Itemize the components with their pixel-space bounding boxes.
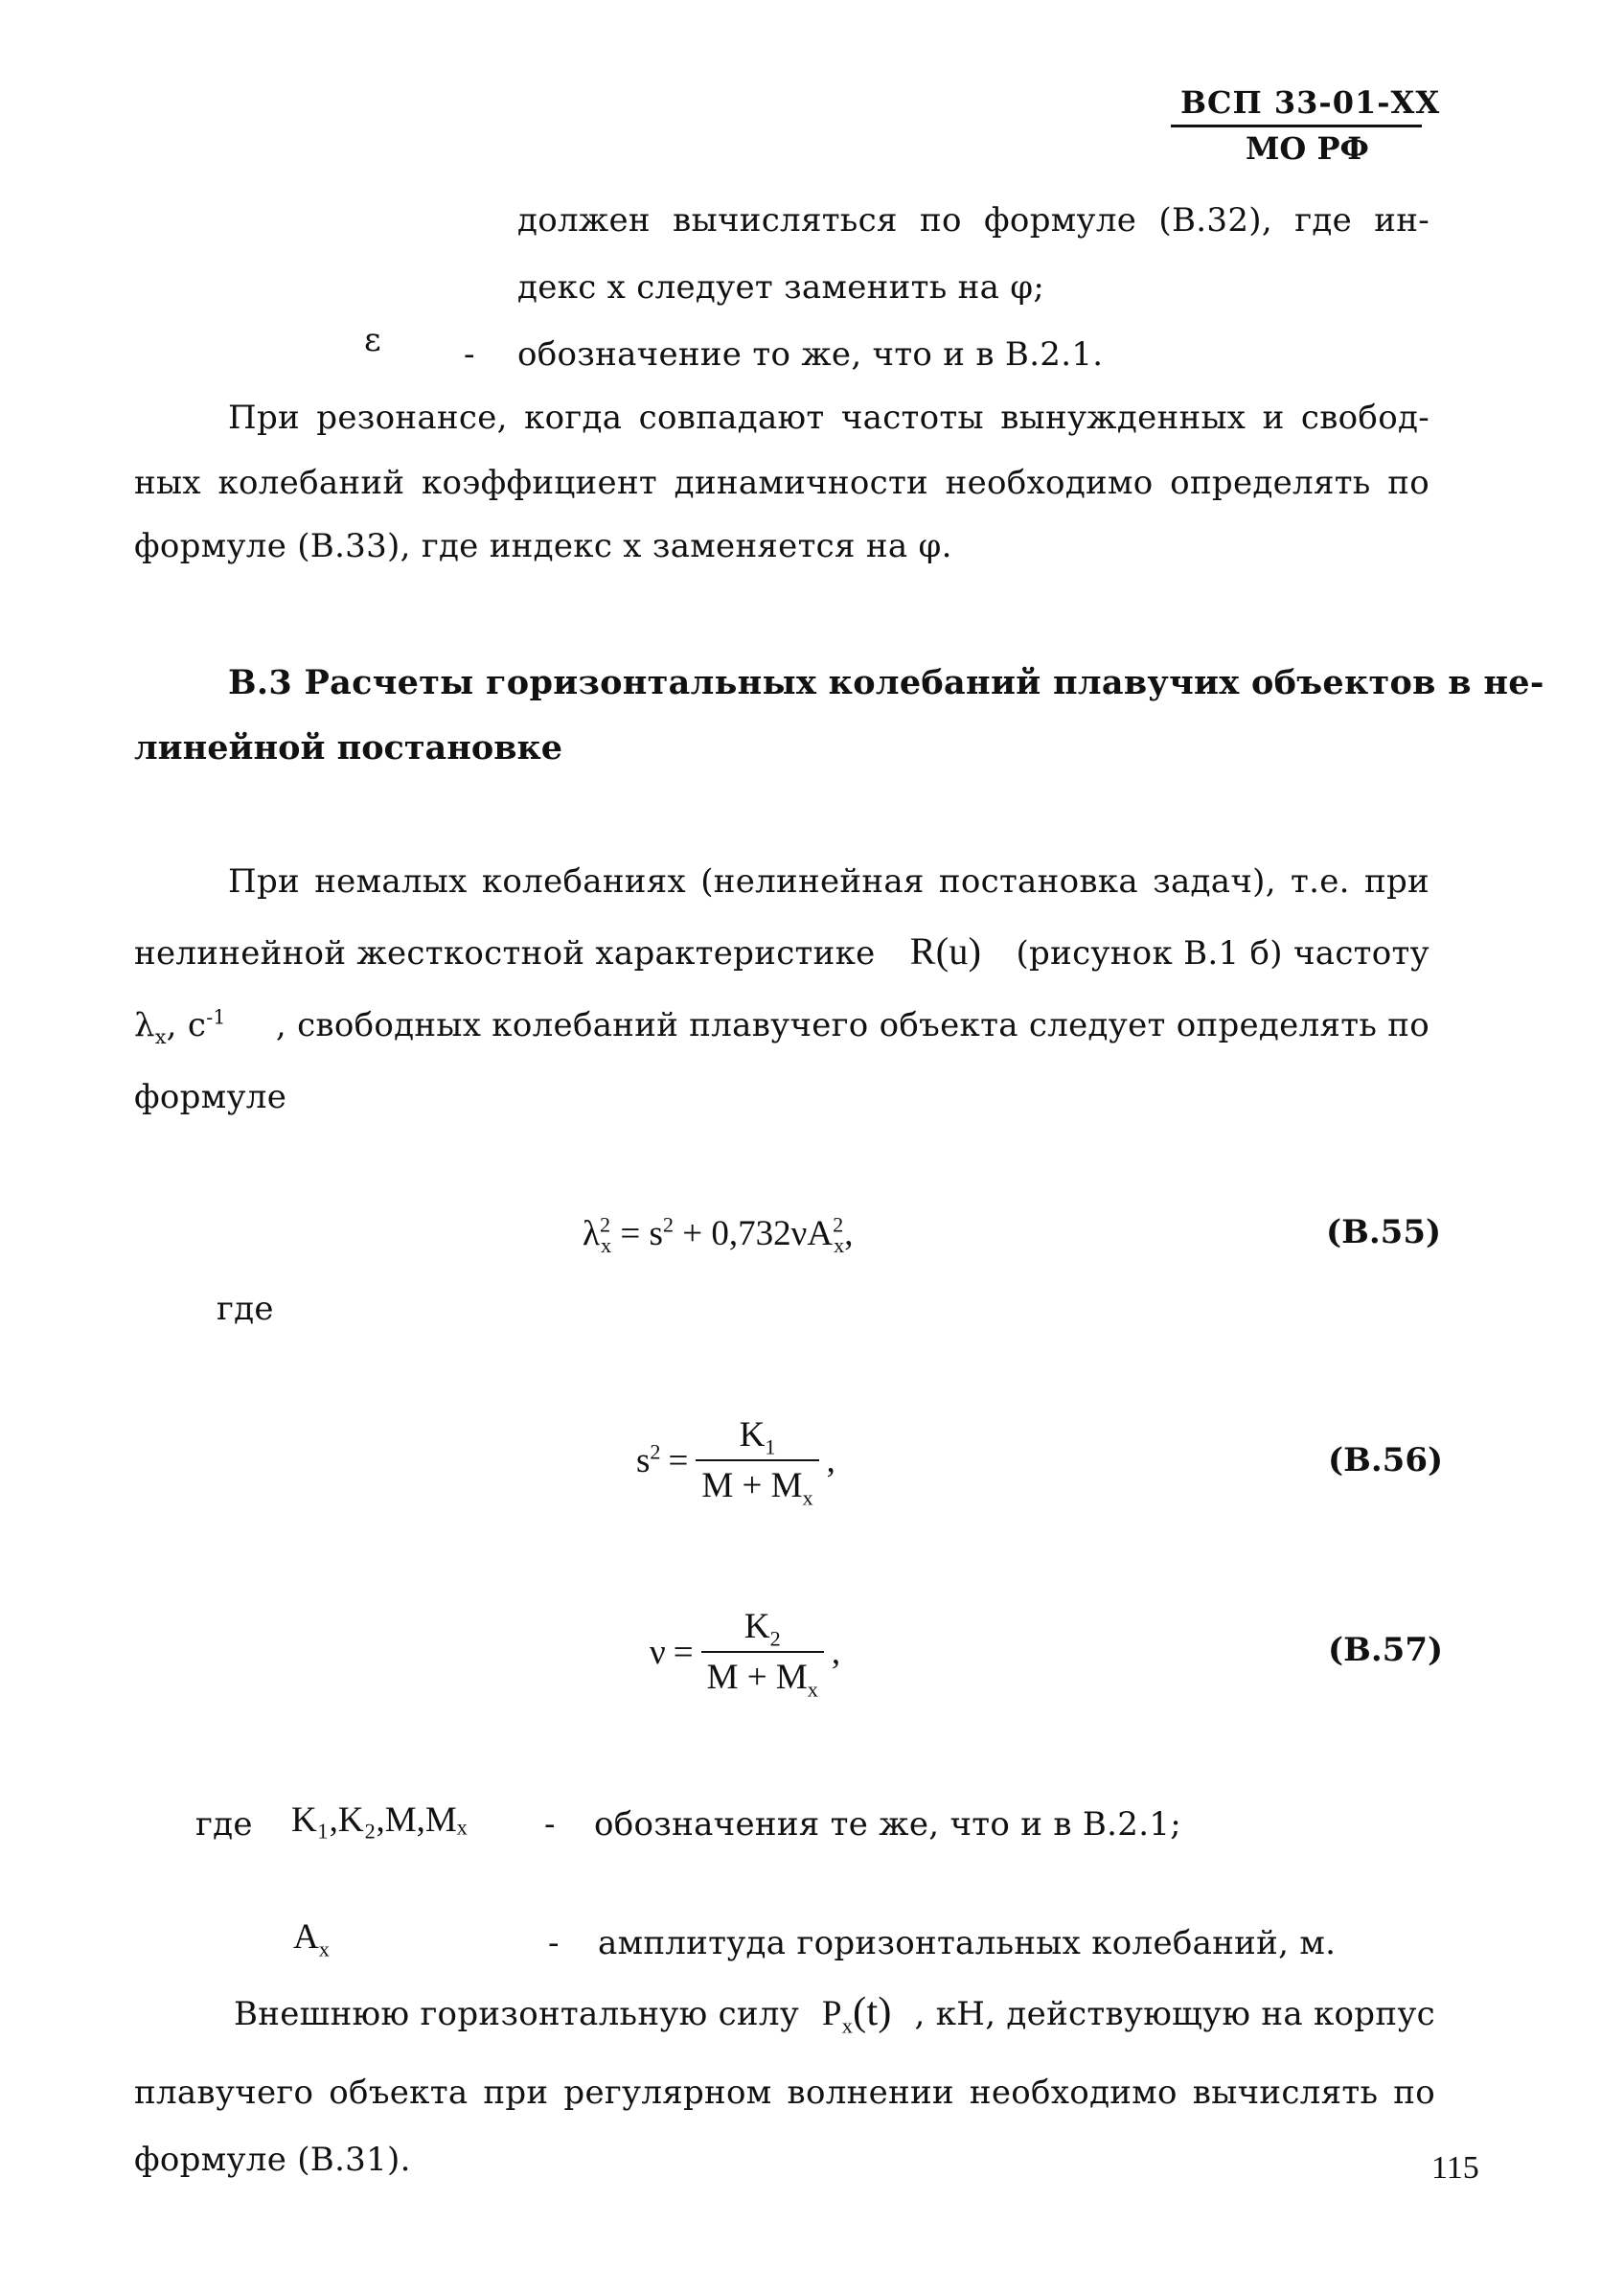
text-run: (рисунок В.1 б) частоту bbox=[1016, 934, 1430, 973]
text-line bbox=[134, 1005, 1430, 1048]
where-symbols: K₁,K₂,M,Mₓ bbox=[291, 1800, 468, 1840]
text-line: формуле bbox=[134, 1078, 287, 1116]
epsilon-definition: обозначение то же, что и в В.2.1. bbox=[517, 335, 1104, 374]
equation-b56: $s^2$ = $\frac{K_1}{M + M_x}$ , bbox=[636, 1415, 835, 1510]
equation-number: (В.56) bbox=[1328, 1441, 1444, 1479]
text-line bbox=[134, 929, 1430, 974]
equation-b57: ν = $\frac{K_2}{M + M_x}$ , bbox=[650, 1607, 841, 1702]
org-name: МО РФ bbox=[1246, 130, 1369, 167]
epsilon-symbol: ε bbox=[364, 321, 381, 359]
text-line: формуле (В.31). bbox=[134, 2141, 411, 2179]
text-run: Внешнюю горизонтальную силу bbox=[234, 1995, 800, 2033]
amplitude-dash: - bbox=[548, 1924, 560, 1962]
r-of-u: R(u) bbox=[909, 929, 982, 973]
amplitude-definition: амплитуда горизонтальных колебаний, м. bbox=[598, 1924, 1337, 1962]
page-number: 115 bbox=[1431, 2150, 1479, 2186]
where-definition: обозначения те же, что и в В.2.1; bbox=[594, 1805, 1182, 1844]
equation-number: (В.55) bbox=[1326, 1213, 1442, 1251]
section-heading: В.3 Расчеты горизонтальных колебаний плавучих объектов в не- bbox=[228, 663, 1544, 702]
text-run: , кН, действующую на корпус bbox=[914, 1995, 1435, 2033]
lambda-x: $\lambda_x$, $с^{-1}$ bbox=[134, 1005, 226, 1048]
text-line: плавучего объекта при регулярном волнении необходимо вычислять по bbox=[134, 2074, 1435, 2112]
text-run: , свободных колебаний плавучего объекта следует определять по bbox=[275, 1006, 1430, 1044]
text-line: При немалых колебаниях (нелинейная постановка задач), т.е. при bbox=[228, 862, 1430, 901]
where-label: где bbox=[217, 1290, 274, 1328]
text-run: нелинейной жесткостной характеристике bbox=[134, 934, 876, 973]
text-line: должен вычисляться по формуле (В.32), где ин- bbox=[517, 201, 1430, 240]
force-symbol: $P_x(t)$ bbox=[821, 1990, 892, 2038]
header-rule bbox=[1171, 125, 1422, 127]
epsilon-dash: - bbox=[464, 335, 475, 374]
text-line bbox=[234, 1990, 1435, 2038]
doc-code: ВСП 33-01-ХХ bbox=[1180, 84, 1441, 121]
section-heading-cont: линейной постановке bbox=[134, 728, 563, 768]
text-line: формуле (В.33), где индекс х заменяется на φ. bbox=[134, 527, 952, 565]
equation-number: (В.57) bbox=[1328, 1631, 1444, 1669]
equation-b55: $\lambda^2_x = s^2 + 0,732\nu A^2_x$, bbox=[583, 1212, 854, 1258]
text-line: декс х следует заменить на φ; bbox=[517, 268, 1045, 307]
amplitude-symbol: $A_x$ bbox=[293, 1917, 330, 1961]
where-dash: - bbox=[544, 1805, 556, 1844]
where-label: где bbox=[195, 1805, 253, 1844]
text-line: ных колебаний коэффициент динамичности необходимо определять по bbox=[134, 464, 1430, 502]
text-line: При резонансе, когда совпадают частоты вынужденных и свобод- bbox=[228, 399, 1430, 437]
